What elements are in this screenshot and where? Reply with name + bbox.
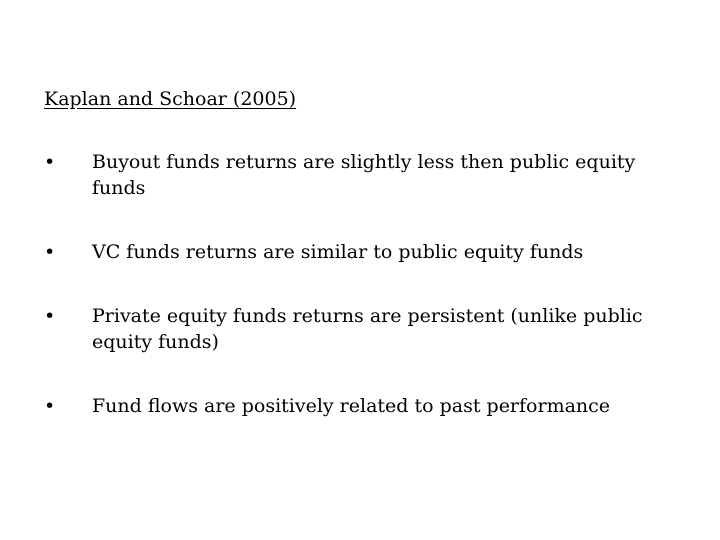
- slide-title: Kaplan and Schoar (2005): [44, 88, 297, 110]
- bullet-dot-icon: •: [44, 151, 56, 173]
- bullet-text: VC funds returns are similar to public equity funds: [92, 241, 584, 263]
- bullet-dot-icon: •: [44, 395, 56, 417]
- bullet-text: Private equity funds returns are persistent (unlike public equity funds): [92, 305, 643, 353]
- bullet-dot-icon: •: [44, 241, 56, 263]
- bullet-dot-icon: •: [44, 305, 56, 327]
- bullet-text: Buyout funds returns are slightly less then public equity funds: [92, 151, 636, 199]
- bullet-text: Fund flows are positively related to past performance: [92, 395, 611, 417]
